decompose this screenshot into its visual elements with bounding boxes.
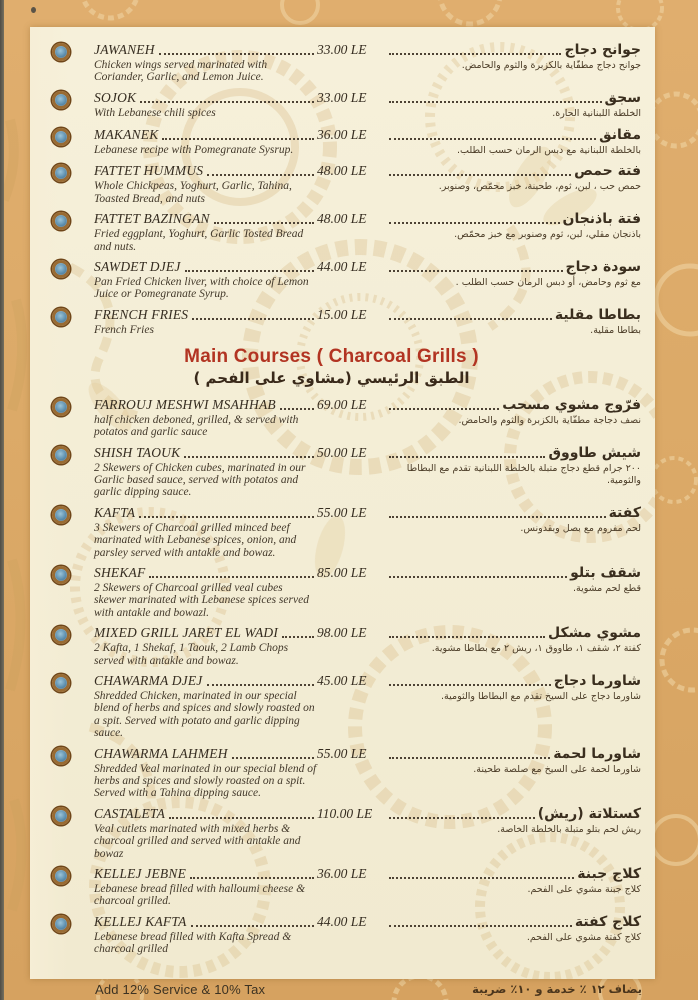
item-name-line-ar	[385, 806, 641, 822]
menu-item-row	[52, 866, 641, 908]
menu-item-row	[52, 806, 641, 860]
item-name-line	[94, 914, 317, 930]
item-name-en: MIXED GRILL JARET EL WADI	[94, 625, 279, 641]
item-name-line	[94, 746, 317, 762]
item-name-line	[94, 307, 317, 323]
item-name-ar: بطاطا مقلية	[554, 306, 641, 323]
item-price-amount: 33.00	[317, 89, 348, 105]
bullet-column	[52, 445, 94, 464]
bullet-column	[52, 806, 94, 825]
medallion-logo-icon	[52, 164, 70, 182]
item-description-en: 3 Skewers of Charcoal grilled minced beef marinated with Lebanese spices, onion, and parsley served with antakle and bowaz.	[94, 521, 297, 559]
item-arabic-column	[385, 914, 641, 945]
item-arabic-column	[385, 866, 641, 897]
item-price-currency: LE	[350, 211, 367, 227]
bullet-column	[52, 505, 94, 524]
item-english-column	[94, 90, 317, 119]
dotted-leader	[207, 174, 314, 176]
item-description-en: 2 Skewers of Charcoal grilled veal cubes skewer marinated with Lebanese spices served with antakle and bowazl.	[94, 581, 309, 619]
item-name-en: SHEKAF	[94, 564, 146, 580]
dotted-leader	[282, 636, 314, 638]
menu-item-row	[52, 505, 641, 559]
item-price	[317, 127, 385, 143]
item-english-column	[94, 806, 317, 860]
item-price	[317, 397, 385, 413]
item-price-amount: 110.00	[317, 805, 354, 821]
item-arabic-column	[385, 625, 641, 656]
bullet-column	[52, 397, 94, 416]
section-header	[52, 346, 641, 387]
item-name-line	[94, 163, 317, 179]
bullet-column	[52, 211, 94, 230]
item-price	[317, 746, 385, 762]
item-name-line	[94, 259, 317, 275]
item-name-line-ar	[385, 163, 641, 179]
item-name-line-ar	[385, 307, 641, 323]
item-description-ar: ريش لحم بتلو متبلة بالخلطة الخاصة.	[497, 823, 641, 835]
item-english-column	[94, 746, 317, 800]
item-description-ar: الخلطة اللبنانية الحارة.	[552, 107, 641, 119]
item-price	[317, 505, 385, 521]
dotted-leader-ar	[389, 270, 563, 272]
dotted-leader	[159, 53, 314, 55]
bullet-column	[52, 42, 94, 61]
item-price	[317, 259, 385, 275]
item-description-en: Whole Chickpeas, Yoghurt, Garlic, Tahina, Toasted Bread, and nuts	[94, 180, 292, 205]
dotted-leader-ar	[389, 757, 550, 759]
item-name-ar: جوانح دجاج	[564, 42, 641, 58]
item-name-line	[94, 211, 317, 227]
item-name-en: SHISH TAOUK	[94, 444, 181, 460]
item-name-en: FATTET HUMMUS	[94, 163, 204, 179]
bullet-column	[52, 746, 94, 765]
item-name-line	[94, 866, 317, 882]
item-name-ar: كلاج كفتة	[574, 913, 641, 930]
item-description-ar: مع ثوم وحامض، أو دبس الرمان حسب الطلب .	[455, 277, 641, 289]
dotted-leader	[139, 516, 314, 518]
item-price-currency: LE	[350, 564, 367, 580]
menu-item-row	[52, 397, 641, 439]
item-name-line-ar	[385, 673, 641, 689]
item-description-ar: شاورما لحمة على السيخ مع صلصة طحينة.	[473, 763, 641, 775]
item-arabic-column	[385, 127, 641, 158]
item-price-amount: 44.00	[317, 913, 348, 929]
item-name-line-ar	[385, 127, 641, 143]
item-name-en: SAWDET DJEJ	[94, 259, 181, 275]
medallion-logo-icon	[52, 398, 70, 416]
item-description-ar: حمص حب ، لبن، ثوم، طحينة، خبز محمّص، وصنوبر.	[438, 181, 641, 193]
item-price	[317, 163, 385, 179]
item-price-amount: 33.00	[317, 42, 348, 57]
item-name-en: MAKANEK	[94, 126, 159, 142]
menu-item-row	[52, 127, 641, 158]
item-name-line	[94, 625, 317, 641]
item-arabic-column	[385, 211, 641, 242]
item-name-line-ar	[385, 397, 641, 413]
item-description-ar: قطع لحم مشوية.	[572, 582, 641, 594]
item-name-line-ar	[385, 505, 641, 521]
item-english-column	[94, 211, 317, 253]
item-description-ar: كلاج جبنة مشوي على الفحم.	[527, 884, 641, 896]
item-price-amount: 48.00	[317, 163, 348, 179]
menu-item-row	[52, 90, 641, 121]
item-name-line-ar	[385, 211, 641, 227]
medallion-logo-icon	[52, 747, 70, 765]
item-description-ar: كفتة ٢، شقف ١، طاووق ١، ريش ٢ مع بطاطا مشوية.	[431, 643, 641, 655]
menu-page	[30, 27, 655, 979]
item-price-currency: LE	[350, 913, 367, 929]
item-price-amount: 48.00	[317, 211, 348, 227]
item-description-en: Lebanese bread filled with halloumi cheese & charcoal grilled.	[94, 883, 306, 908]
item-name-line	[94, 42, 317, 58]
medallion-logo-icon	[52, 260, 70, 278]
item-price-amount: 55.00	[317, 504, 348, 520]
item-name-en: KELLEJ KAFTA	[94, 913, 187, 929]
bullet-column	[52, 565, 94, 584]
dotted-leader	[214, 222, 314, 224]
dotted-leader	[280, 408, 314, 410]
item-name-en: CHAWARMA DJEJ	[94, 672, 203, 688]
item-price-amount: 15.00	[317, 306, 348, 322]
item-name-line	[94, 90, 317, 106]
item-price-amount: 50.00	[317, 444, 348, 460]
medallion-logo-icon	[52, 566, 70, 584]
item-arabic-column	[385, 445, 641, 489]
item-name-line-ar	[385, 42, 641, 58]
item-name-line	[94, 445, 317, 461]
dotted-leader-ar	[389, 925, 572, 927]
item-name-line-ar	[385, 746, 641, 762]
menu-item-row	[52, 746, 641, 800]
bullet-column	[52, 90, 94, 109]
item-description-en: 2 Skewers of Chicken cubes, marinated in our Garlic based sauce, served with potatos and garlic dipping sauce.	[94, 461, 306, 499]
dotted-leader-ar	[389, 817, 535, 819]
medallion-logo-icon	[52, 43, 70, 61]
dotted-leader-ar	[389, 222, 560, 224]
item-name-line-ar	[385, 866, 641, 882]
dotted-leader	[184, 456, 314, 458]
dotted-leader	[185, 270, 314, 272]
item-price-currency: LE	[350, 396, 367, 412]
item-name-ar: فرّوج مشوي مسحب	[502, 396, 641, 413]
item-arabic-column	[385, 397, 641, 428]
item-price	[317, 90, 385, 106]
dotted-leader-ar	[389, 684, 551, 686]
bullet-column	[52, 259, 94, 278]
dotted-leader	[191, 925, 314, 927]
menu-item-row	[52, 307, 641, 338]
medallion-logo-icon	[52, 212, 70, 230]
item-arabic-column	[385, 163, 641, 194]
dotted-leader	[140, 101, 314, 103]
item-english-column	[94, 163, 317, 205]
item-name-line-ar	[385, 565, 641, 581]
dotted-leader	[207, 684, 315, 686]
item-description-en: Shredded Chicken, marinated in our special blend of herbs and spices and slowly roasted on a spit. Served with potato and garlic dipping sauce.	[94, 689, 315, 740]
item-description-en: Veal cutlets marinated with mixed herbs & charcoal grilled and served with antakle and bowaz	[94, 822, 301, 860]
menu-body	[30, 27, 655, 956]
item-name-ar: شاورما لحمة	[553, 745, 641, 762]
section-title-en: Main Courses ( Charcoal Grills )	[184, 345, 479, 367]
item-price-amount: 98.00	[317, 625, 348, 641]
item-price	[317, 625, 385, 641]
item-price-currency: LE	[350, 89, 367, 105]
item-price-currency: LE	[350, 126, 367, 142]
menu-item-row	[52, 673, 641, 740]
section-title-ar: الطبق الرئيسي (مشاوي على الفحم )	[193, 368, 470, 387]
item-english-column	[94, 914, 317, 956]
dotted-leader-ar	[389, 877, 574, 879]
menu-item-row	[52, 163, 641, 205]
item-description-ar: بالخلطة اللبنانية مع دبس الرمان حسب الطلب.	[457, 144, 641, 156]
item-price-currency: LE	[350, 745, 367, 761]
item-price-amount: 44.00	[317, 259, 348, 275]
item-price-amount: 45.00	[317, 672, 348, 688]
item-price-currency: LE	[350, 672, 367, 688]
bullet-column	[52, 127, 94, 146]
item-description-ar: باذنجان مقلي، لبن، ثوم وصنوبر مع خبز محمّص.	[454, 229, 641, 241]
item-name-en: CASTALETA	[94, 805, 166, 821]
item-english-column	[94, 673, 317, 740]
item-arabic-column	[385, 259, 641, 290]
bullet-column	[52, 914, 94, 933]
item-name-en: CHAWARMA LAHMEH	[94, 745, 228, 761]
medallion-logo-icon	[52, 128, 70, 146]
medallion-logo-icon	[52, 807, 70, 825]
item-english-column	[94, 42, 317, 84]
item-price	[317, 445, 385, 461]
item-description-ar: ٢٠٠ جرام قطع دجاج متبلة بالخلطة اللبنانية تقدم مع البطاطا والثومية.	[406, 462, 641, 487]
item-english-column	[94, 445, 317, 499]
item-english-column	[94, 866, 317, 908]
item-price-amount: 69.00	[317, 396, 348, 412]
item-description-en: Fried eggplant, Yoghurt, Garlic Tosted Bread and nuts.	[94, 228, 304, 253]
item-arabic-column	[385, 505, 641, 536]
dotted-leader-ar	[389, 408, 499, 410]
item-arabic-column	[385, 565, 641, 596]
item-price-currency: LE	[350, 504, 367, 520]
dotted-leader	[169, 817, 314, 819]
item-name-ar: سجق	[604, 89, 641, 106]
item-description-en: Lebanese recipe with Pomegranate Sysrup.	[94, 143, 294, 156]
item-price	[317, 307, 385, 323]
menu-item-row	[52, 211, 641, 253]
item-english-column	[94, 505, 317, 559]
item-price-currency: LE	[356, 805, 373, 821]
bullet-column	[52, 673, 94, 692]
item-arabic-column	[385, 806, 641, 837]
dotted-leader-ar	[389, 53, 561, 55]
item-name-line	[94, 806, 317, 822]
dotted-leader	[192, 318, 314, 320]
medallion-logo-icon	[52, 626, 70, 644]
medallion-logo-icon	[52, 506, 70, 524]
item-english-column	[94, 565, 317, 619]
item-description-ar: شاورما دجاج على السيخ تقدم مع البطاطا والثومية.	[441, 690, 641, 702]
menu-item-row	[52, 625, 641, 667]
item-name-en: FATTET BAZINGAN	[94, 211, 210, 227]
item-english-column	[94, 307, 317, 336]
item-arabic-column	[385, 746, 641, 777]
dotted-leader-ar	[389, 318, 552, 320]
item-price-amount: 55.00	[317, 745, 348, 761]
item-english-column	[94, 127, 317, 156]
item-price-currency: LE	[350, 259, 367, 275]
item-description-en: With Lebanese chili spices	[94, 106, 216, 119]
item-name-ar: شيش طاووق	[548, 444, 641, 461]
item-name-en: FRENCH FRIES	[94, 306, 189, 322]
item-name-ar: كفتة	[608, 504, 641, 521]
dotted-leader	[162, 138, 314, 140]
item-name-en: SOJOK	[94, 89, 137, 105]
item-price-amount: 85.00	[317, 564, 348, 580]
medallion-logo-icon	[52, 446, 70, 464]
item-arabic-column	[385, 90, 641, 121]
item-name-ar: شقف بتلو	[570, 564, 641, 581]
medallion-logo-icon	[52, 915, 70, 933]
item-price	[317, 914, 385, 930]
item-price	[317, 806, 385, 822]
dotted-leader	[232, 757, 314, 759]
item-price-currency: LE	[350, 866, 367, 882]
item-price	[317, 211, 385, 227]
item-name-line	[94, 505, 317, 521]
item-price	[317, 42, 385, 58]
item-price	[317, 673, 385, 689]
item-price	[317, 565, 385, 581]
item-name-line-ar	[385, 625, 641, 641]
item-name-line-ar	[385, 259, 641, 275]
item-description-en: Chicken wings served marinated with Coriander, Garlic, and Lemon Juice.	[94, 59, 268, 84]
menu-item-row	[52, 42, 641, 84]
dotted-leader-ar	[389, 516, 606, 518]
item-name-line-ar	[385, 90, 641, 106]
medallion-logo-icon	[52, 867, 70, 885]
item-arabic-column	[385, 673, 641, 704]
item-name-line	[94, 397, 317, 413]
medallion-logo-icon	[52, 674, 70, 692]
menu-item-row	[52, 565, 641, 619]
item-price-currency: LE	[350, 163, 367, 179]
item-name-ar: كستلاتة (ريش)	[537, 805, 641, 822]
item-name-ar: مقانق	[599, 126, 641, 143]
item-name-line	[94, 565, 317, 581]
item-name-ar: فتة باذنجان	[562, 211, 641, 228]
item-price-currency: LE	[350, 306, 367, 322]
item-description-ar: جوانح دجاج مطفّاية بالكزبرة والثوم والحامض.	[461, 60, 641, 71]
item-price-currency: LE	[350, 444, 367, 460]
footer-note-ar: يضاف ١٢ ٪ خدمة و ١٠٪ ضريبة	[472, 982, 642, 996]
item-description-en: Pan Fried Chicken liver, with choice of Lemon Juice or Pomegranate Syrup.	[94, 276, 309, 301]
item-description-ar: كلاج كفتة مشوي على الفحم.	[526, 931, 641, 943]
item-description-en: French Fries	[94, 323, 154, 336]
item-name-line-ar	[385, 914, 641, 930]
dotted-leader-ar	[389, 174, 571, 176]
item-name-line	[94, 127, 317, 143]
item-price-amount: 36.00	[317, 866, 348, 882]
footer	[95, 980, 642, 998]
item-name-ar: مشوي مشكل	[548, 625, 641, 642]
item-arabic-column	[385, 307, 641, 338]
item-name-en: FARROUJ MESHWI MSAHHAB	[94, 396, 276, 412]
dotted-leader-ar	[389, 576, 567, 578]
item-english-column	[94, 625, 317, 667]
item-description-en: Shredded Veal marinated in our special blend of herbs and spices and slowly roasted on a spit. Served with a Tahina dipping sauce.	[94, 762, 317, 800]
medallion-logo-icon	[52, 91, 70, 109]
item-description-ar: لحم مفروم مع بصل وبقدونس.	[520, 522, 641, 534]
item-name-en: KAFTA	[94, 504, 136, 520]
dotted-leader-ar	[389, 101, 602, 103]
item-price-currency: LE	[350, 625, 367, 641]
item-description-ar: بطاطا مقلية.	[590, 324, 641, 336]
item-name-ar: سودة دجاج	[565, 259, 641, 276]
item-name-line-ar	[385, 445, 641, 461]
dotted-leader-ar	[389, 138, 596, 140]
menu-item-row	[52, 914, 641, 956]
item-name-ar: كلاج جبنة	[577, 866, 641, 883]
item-price	[317, 866, 385, 882]
bullet-column	[52, 866, 94, 885]
item-english-column	[94, 259, 317, 301]
item-price-currency: LE	[350, 42, 367, 57]
scan-speck	[31, 7, 36, 13]
bullet-column	[52, 163, 94, 182]
item-description-en: Lebanese bread filled with Kafta Spread & charcoal grilled	[94, 930, 292, 956]
footer-note-en: Add 12% Service & 10% Tax	[95, 981, 266, 997]
menu-item-row	[52, 445, 641, 499]
item-description-ar: نصف دجاجة مطفّاية بالكزبرة والثوم والحامض.	[458, 414, 641, 426]
item-name-line	[94, 673, 317, 689]
dotted-leader	[149, 576, 314, 578]
medallion-logo-icon	[52, 308, 70, 326]
item-name-ar: فتة حمص	[574, 163, 641, 180]
dotted-leader-ar	[389, 456, 545, 458]
item-price-amount: 36.00	[317, 126, 348, 142]
dotted-leader-ar	[389, 636, 545, 638]
item-name-en: KELLEJ JEBNE	[94, 866, 187, 882]
scan-edge-strip	[0, 0, 4, 1000]
item-description-en: half chicken deboned, grilled, & served with potatos and garlic sauce	[94, 413, 299, 439]
item-english-column	[94, 397, 317, 439]
item-arabic-column	[385, 42, 641, 73]
bullet-column	[52, 625, 94, 644]
menu-item-row	[52, 259, 641, 301]
bullet-column	[52, 307, 94, 326]
dotted-leader	[190, 877, 314, 879]
item-name-ar: شاورما دجاج	[553, 672, 641, 689]
item-description-en: 2 Kafta, 1 Shekaf, 1 Taouk, 2 Lamb Chops served with antakle and bowaz.	[94, 642, 289, 667]
item-name-en: JAWANEH	[94, 42, 155, 57]
